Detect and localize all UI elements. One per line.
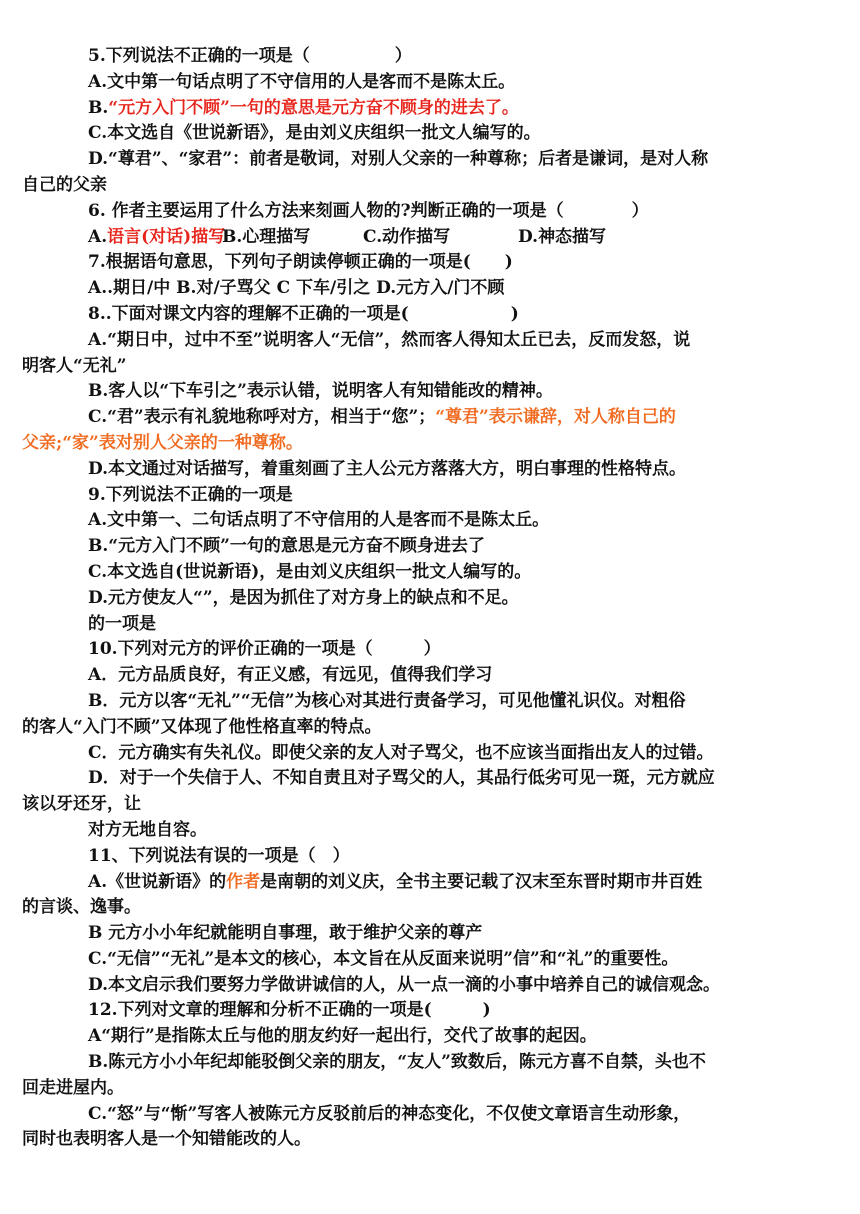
text-line (22, 431, 834, 457)
text-line: 自己的父亲 (22, 174, 107, 195)
text-line: A.文中第一、二句话点明了不守信用的人是客而不是陈太丘。 (88, 510, 550, 531)
text-line: 回走进屋内。 (22, 1077, 124, 1098)
text-line: B.陈元方小小年纪却能驳倒父亲的朋友，“友人”致数后，陈元方喜不自禁，头也不 (88, 1052, 706, 1073)
text-line: B．元方以客“无礼”“无信”为核心对其进行责备学习，可见他懂礼识仪。对粗俗 (88, 690, 686, 711)
text-line (22, 405, 834, 431)
option-text: 动作描写 (382, 226, 451, 247)
text-line: 同时也表明客人是一个知错能改的人。 (22, 1129, 311, 1150)
text-line: 的言谈、逸事。 (22, 897, 141, 918)
option-item (222, 225, 363, 251)
option-label: C. (363, 226, 383, 247)
text-segment: 作者 (226, 871, 261, 892)
text-line: D．对于一个失信于人、不知自责且对子骂父的人，其品行低劣可见一斑，元方就应 (88, 768, 715, 789)
text-line: 11、下列说法有误的一项是（ ） (88, 845, 350, 866)
text-line: D.元方使友人“”，是因为抓住了对方身上的缺点和不足。 (88, 587, 519, 608)
text-segment: A.《世说新语》的 (88, 871, 227, 892)
text-line: 的客人“入门不顾”又体现了他性格直率的特点。 (22, 716, 382, 737)
option-item (518, 225, 648, 251)
text-line (22, 225, 834, 251)
text-line: 该以牙还牙，让 (22, 794, 141, 815)
text-line: B.“元方入门不顾”一句的意思是元方奋不顾身进去了 (88, 536, 485, 557)
text-line: 8..下面对课文内容的理解不正确的一项是( ) (88, 303, 519, 324)
text-line: A“期行”是指陈太丘与他的朋友约好一起出行，交代了故事的起因。 (88, 1026, 597, 1047)
text-line: C.本文选自(世说新语)，是由刘义庆组织一批文人编写的。 (88, 561, 532, 582)
text-segment: B. (88, 97, 109, 118)
text-segment: 父亲;“家”表对别人父亲的一种尊称。 (22, 432, 303, 453)
text-line: 6. 作者主要运用了什么方法来刻画人物的?判断正确的一项是（ ） (88, 200, 649, 221)
text-line: 对方无地自容。 (88, 819, 207, 840)
text-line: 5.下列说法不正确的一项是（ ） (88, 46, 412, 66)
option-label: B. (222, 226, 243, 247)
option-text: 心理描写 (242, 226, 311, 247)
text-segment: “元方入门不顾”一句的意思是元方奋不顾身的进去了。 (108, 97, 519, 118)
text-segment: “尊君”表示谦辞，对人称自己的 (435, 407, 676, 428)
option-label: D. (518, 226, 539, 247)
text-line: B 元方小小年纪就能明自事理，敢于维护父亲的尊产 (88, 923, 483, 944)
text-line (22, 870, 834, 896)
text-line: 的一项是 (88, 613, 156, 634)
text-line: D.本文通过对话描写，着重刻画了主人公元方落落大方，明白事理的性格特点。 (88, 458, 687, 479)
text-line: D.本文启示我们要努力学做讲诚信的人，从一点一滴的小事中培养自己的诚信观念。 (88, 974, 721, 995)
text-line: 7.根据语句意思，下列句子朗读停顿正确的一项是( ) (88, 252, 513, 273)
text-line: C．元方确实有失礼仪。即使父亲的友人对子骂父，也不应该当面指出友人的过错。 (88, 742, 714, 763)
text-line: A.“期日中，过中不至”说明客人“无信”，然而客人得知太丘已去，反而发怒，说 (88, 329, 691, 350)
text-line: C.“怒”与“惭”写客人被陈元方反驳前后的神态变化，不仅使文章语言生动形象， (88, 1103, 691, 1124)
text-segment: 是南朝的刘义庆，全书主要记载了汉末至东晋时期市井百姓 (260, 871, 703, 892)
option-item (363, 225, 518, 251)
option-text: 神态描写 (538, 226, 607, 247)
text-line: B.客人以“下车引之”表示认错，说明客人有知错能改的精神。 (88, 381, 553, 402)
option-label: A. (88, 226, 108, 247)
text-line: C.“无信”“无礼”是本文的核心，本文旨在从反面来说明”信”和“礼”的重要性。 (88, 948, 679, 969)
text-line: D.“尊君”、“家君”：前者是敬词，对别人父亲的一种尊称；后者是谦词，是对人称 (88, 149, 709, 170)
option-text: 语言(对话)描写 (107, 226, 226, 247)
text-line: A．元方品质良好，有正义感，有远见，值得我们学习 (88, 665, 493, 686)
text-segment: C.“君”表示有礼貌地称呼对方，相当于“您”； (88, 407, 436, 428)
text-line: 9.下列说法不正确的一项是 (88, 484, 293, 505)
text-line: 12.下列对文章的理解和分析不正确的一项是( ) (88, 1000, 491, 1021)
text-line (22, 96, 834, 122)
text-line: 10.下列对元方的评价正确的一项是（ ） (88, 639, 441, 660)
text-line: A.文中第一句话点明了不守信用的人是客而不是陈太丘。 (88, 71, 516, 92)
text-line: A..期日/中 B.对/子骂父 C 下车/引之 D.元方入/门不顾 (88, 278, 505, 299)
text-line: 明客人“无礼” (22, 355, 127, 376)
option-item (88, 225, 226, 251)
text-line: C.本文选自《世说新语》，是由刘义庆组织一批文人编写的。 (88, 123, 541, 144)
